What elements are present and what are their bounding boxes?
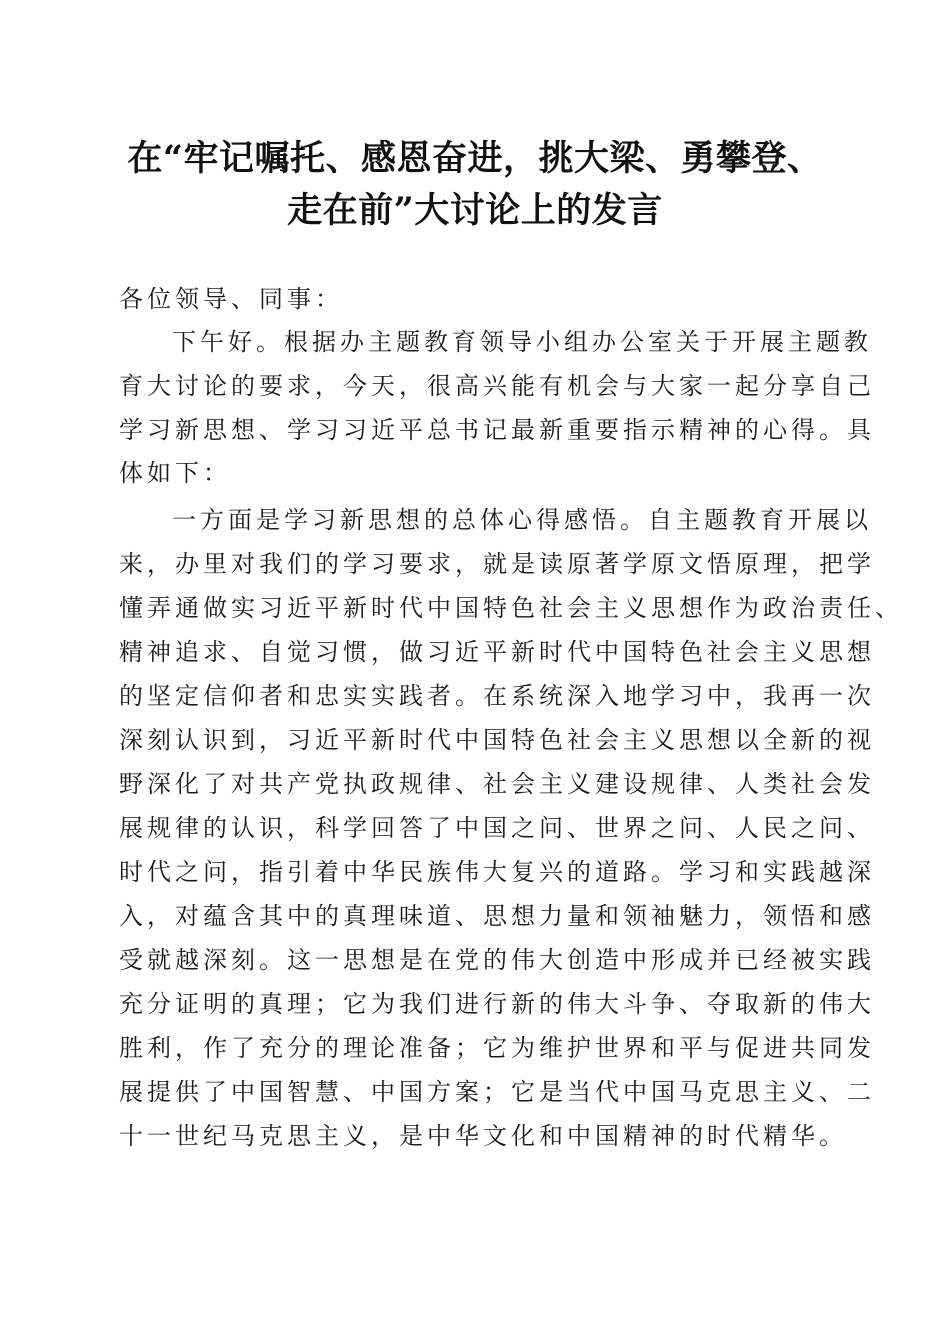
- paragraph-line: 来，办里对我们的学习要求，就是读原著学原文悟原理，把学: [119, 550, 875, 578]
- paragraph-line: 下午好。根据办主题教育领导小组办公室关于开展主题教: [172, 328, 872, 356]
- paragraph-line: 一方面是学习新思想的总体心得感悟。自主题教育开展以: [172, 506, 872, 534]
- paragraph-line: 体如下：: [119, 459, 231, 487]
- paragraph-line: 受就越深刻。这一思想是在党的伟大创造中形成并已经被实践: [119, 946, 875, 974]
- paragraph-line: 懂弄通做实习近平新时代中国特色社会主义思想作为政治责任、: [119, 594, 903, 622]
- paragraph-line: 的坚定信仰者和忠实实践者。在系统深入地学习中，我再一次: [119, 682, 875, 710]
- paragraph-line: 学习新思想、学习习近平总书记最新重要指示精神的心得。具: [119, 416, 875, 444]
- document-title-line-2: 走在前”大讨论上的发言: [287, 190, 663, 231]
- paragraph-line: 十一世纪马克思主义，是中华文化和中国精神的时代精华。: [119, 1122, 847, 1150]
- document-title-line-1: 在“牢记嘱托、感恩奋进，挑大梁、勇攀登、: [127, 138, 823, 179]
- paragraph-line: 入，对蕴含其中的真理味道、思想力量和领袖魅力，领悟和感: [119, 902, 875, 930]
- paragraph-line: 精神追求、自觉习惯，做习近平新时代中国特色社会主义思想: [119, 638, 875, 666]
- paragraph-line: 展提供了中国智慧、中国方案；它是当代中国马克思主义、二: [119, 1078, 875, 1106]
- paragraph-line: 深刻认识到，习近平新时代中国特色社会主义思想以全新的视: [119, 726, 875, 754]
- salutation: 各位领导、同事：: [119, 285, 343, 313]
- paragraph-line: 时代之问，指引着中华民族伟大复兴的道路。学习和实践越深: [119, 858, 875, 886]
- paragraph-line: 充分证明的真理；它为我们进行新的伟大斗争、夺取新的伟大: [119, 990, 875, 1018]
- paragraph-line: 胜利，作了充分的理论准备；它为维护世界和平与促进共同发: [119, 1034, 875, 1062]
- paragraph-line: 展规律的认识，科学回答了中国之问、世界之问、人民之问、: [119, 814, 875, 842]
- paragraph-line: 育大讨论的要求，今天，很高兴能有机会与大家一起分享自己: [119, 372, 875, 400]
- paragraph-line: 野深化了对共产党执政规律、社会主义建设规律、人类社会发: [119, 770, 875, 798]
